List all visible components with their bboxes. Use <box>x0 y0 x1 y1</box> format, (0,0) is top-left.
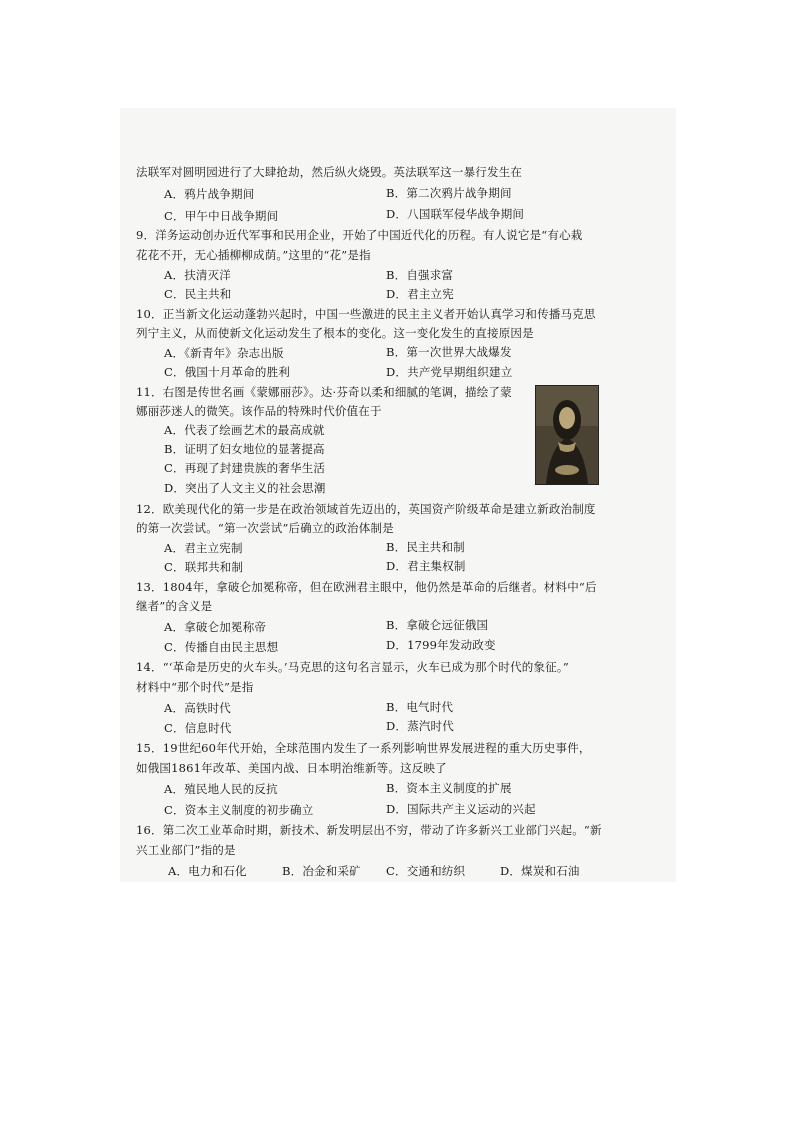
q14-option-b: B．电气时代 <box>386 700 454 714</box>
q11-option-c: C．再现了封建贵族的奢华生活 <box>164 461 326 475</box>
question-12-line-1: 12．欧美现代化的第一步是在政治领域首先迈出的，英国资产阶级革命是建立新政治制度 <box>136 502 596 516</box>
q14-option-a: A．高铁时代 <box>164 701 232 715</box>
question-12-line-2: 的第一次尝试。“第一次尝试”后确立的政治体制是 <box>136 521 394 535</box>
q16-option-c: C．交通和纺织 <box>386 864 466 878</box>
q12-option-b: B．民主共和制 <box>386 540 465 554</box>
question-10-line-2: 列宁主义，从而使新文化运动发生了根本的变化。这一变化发生的直接原因是 <box>136 326 534 340</box>
question-9-line-2: 花花不开，无心插柳柳成荫。”这里的“花”是指 <box>136 248 371 262</box>
q11-option-d: D．突出了人文主义的社会思潮 <box>164 481 326 495</box>
q16-option-a: A．电力和石化 <box>168 864 247 878</box>
q13-option-a: A．拿破仑加冕称帝 <box>164 620 267 634</box>
q16-option-b: B．冶金和采矿 <box>282 864 361 878</box>
q13-option-c: C．传播自由民主思想 <box>164 640 279 654</box>
q14-option-d: D．蒸汽时代 <box>386 719 454 733</box>
q15-option-c: C．资本主义制度的初步确立 <box>164 803 314 817</box>
question-13-line-2: 继者”的含义是 <box>136 599 213 613</box>
q11-option-b: B．证明了妇女地位的显著提高 <box>164 442 325 456</box>
q8-option-c: C．甲午中日战争期间 <box>164 209 279 223</box>
question-13-line-1: 13．1804年，拿破仑加冕称帝，但在欧洲君主眼中，他仍然是革命的后继者。材料中“后 <box>136 580 597 594</box>
q14-option-c: C．信息时代 <box>164 721 232 735</box>
q13-option-b: B．拿破仑远征俄国 <box>386 618 489 632</box>
q8-option-b: B．第二次鸦片战争期间 <box>386 186 512 200</box>
q9-option-d: D．君主立宪 <box>386 287 454 301</box>
q15-option-b: B．资本主义制度的扩展 <box>386 781 512 795</box>
question-8-stem-end: 法联军对圆明园进行了大肆抢劫，然后纵火烧毁。英法联军这一暴行发生在 <box>136 165 523 179</box>
q12-option-a: A．君主立宪制 <box>164 541 243 555</box>
question-15-line-2: 如俄国1861年改革、美国内战、日本明治维新等。这反映了 <box>136 761 447 775</box>
mona-lisa-image <box>535 385 599 485</box>
q11-option-a: A．代表了绘画艺术的最高成就 <box>164 423 325 437</box>
q12-option-d: D．君主集权制 <box>386 559 466 573</box>
q10-option-d: D．共产党早期组织建立 <box>386 365 513 379</box>
q10-option-a: A．《新青年》杂志出版 <box>164 346 284 360</box>
question-11-line-2: 娜丽莎迷人的微笑。该作品的特殊时代价值在于 <box>136 404 382 418</box>
q15-option-a: A．殖民地人民的反抗 <box>164 782 278 796</box>
question-14-line-2: 材料中“那个时代”是指 <box>136 680 254 694</box>
q10-option-c: C．俄国十月革命的胜利 <box>164 365 290 379</box>
q8-option-a: A．鸦片战争期间 <box>164 187 255 201</box>
question-16-line-2: 兴工业部门”指的是 <box>136 843 236 857</box>
q10-option-b: B．第一次世界大战爆发 <box>386 345 512 359</box>
q13-option-d: D．1799年发动政变 <box>386 638 496 652</box>
question-11-line-1: 11．右图是传世名画《蒙娜丽莎》。达·芬奇以柔和细腻的笔调，描绘了蒙 <box>136 385 512 399</box>
q8-option-d: D．八国联军侵华战争期间 <box>386 207 525 221</box>
question-15-line-1: 15．19世纪60年代开始，全球范围内发生了一系列影响世界发展进程的重大历史事件， <box>136 741 591 755</box>
q15-option-d: D．国际共产主义运动的兴起 <box>386 802 536 816</box>
question-9-line-1: 9．洋务运动创办近代军事和民用企业，开始了中国近代化的历程。有人说它是“有心栽 <box>136 228 583 242</box>
q9-option-a: A．扶清灭洋 <box>164 268 232 282</box>
question-14-line-1: 14．“‘革命是历史的火车头。’马克思的这句名言显示，火车已成为那个时代的象征。” <box>136 660 569 674</box>
q9-option-c: C．民主共和 <box>164 287 232 301</box>
question-10-line-1: 10．正当新文化运动蓬勃兴起时，中国一些激进的民主主义者开始认真学习和传播马克思 <box>136 307 596 321</box>
q12-option-c: C．联邦共和制 <box>164 560 244 574</box>
q9-option-b: B．自强求富 <box>386 268 454 282</box>
question-16-line-1: 16．第二次工业革命时期，新技术、新发明层出不穷，带动了许多新兴工业部门兴起。“新 <box>136 823 602 837</box>
q16-option-d: D．煤炭和石油 <box>500 864 580 878</box>
